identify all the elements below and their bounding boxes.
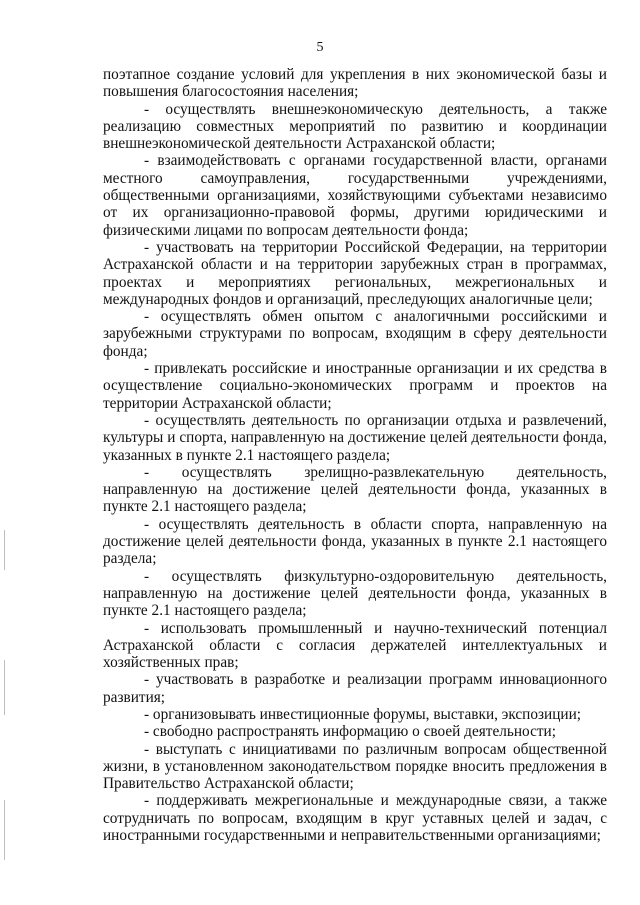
paragraph-initiatives: - выступать с инициативами по различным вопросам общественной жизни, в установленном законодательством порядке вносить предложения в Правительство Астраханской области; [103,740,607,793]
paragraph-leisure-activity: - осуществлять деятельность по организации отдыха и развлечений, культуры и спорта, направленную на достижение целей деятельности фонда, указанных в пункте 2.1 настоящего раздела; [103,411,607,464]
paragraph-attract-organizations: - привлекать российские и иностранные организации и их средства в осуществление социально-экономических программ и проектов на территории Астраханской области; [103,360,607,412]
paragraph-experience-exchange: - осуществлять обмен опытом с аналогичными российскими и зарубежными структурами по вопросам, входящим в сферу деятельности фонда; [103,308,607,360]
page-number: 5 [316,40,324,55]
scan-edge-mark [4,660,5,715]
scan-edge-mark [4,800,5,860]
document-body [103,66,607,844]
paragraph-foreign-economic-activity: - осуществлять внешнеэкономическую деятельность, а также реализацию совместных мероприятий по развитию и координации внешнеэкономической деятельности Астраханской области; [103,100,607,153]
paragraph-information-dissemination: - свободно распространять информацию о своей деятельности; [144,723,556,741]
paragraph-interaction-with-authorities: - взаимодействовать с органами государственной власти, органами местного самоуправления, государственными учреждениями, общественными организациями, хозяйствующими субъектами независимо от их организационно-правовой формы, другими юридическими и физическими лицами по вопросам деятельности фонда; [103,152,607,239]
paragraph-fitness-activity: - осуществлять физкультурно-оздоровительную деятельность, направленную на достижение целей деятельности фонда, указанных в пункте 2.1 настоящего раздела; [103,567,607,620]
paragraph-industrial-potential: - использовать промышленный и научно-технический потенциал Астраханской области с согласия держателей интеллектуальных и хозяйственных прав; [103,619,607,672]
paragraph-investment-forums: - организовывать инвестиционные форумы, выставки, экспозиции; [144,705,582,723]
paragraph-international-relations: - поддерживать межрегиональные и международные связи, а также сотрудничать по вопросам, входящим в круг уставных целей и задач, с иностранными государственными и неправительственными организациями; [103,792,607,845]
paragraph-entertainment-activity: - осуществлять зрелищно-развлекательную деятельность, направленную на достижение целей деятельности фонда, указанных в пункте 2.1 настоящего раздела; [103,463,607,516]
paragraph-innovation-programs: - участвовать в разработке и реализации программ инновационного развития; [103,671,607,706]
paragraph-continuation: поэтапное создание условий для укрепления в них экономической базы и повышения благосостояния населения; [103,66,607,101]
paragraph-sports-activity: - осуществлять деятельность в области спорта, направленную на достижение целей деятельности фонда, указанных в пункте 2.1 настоящего раздела; [103,515,607,568]
scan-edge-mark [4,530,5,570]
paragraph-participation-in-programs: - участвовать на территории Российской Федерации, на территории Астраханской области и на территории зарубежных стран в программах, проектах и мероприятиях региональных, межрегиональных и международных фондов и организаций, преследующих аналогичные цели; [103,238,607,308]
